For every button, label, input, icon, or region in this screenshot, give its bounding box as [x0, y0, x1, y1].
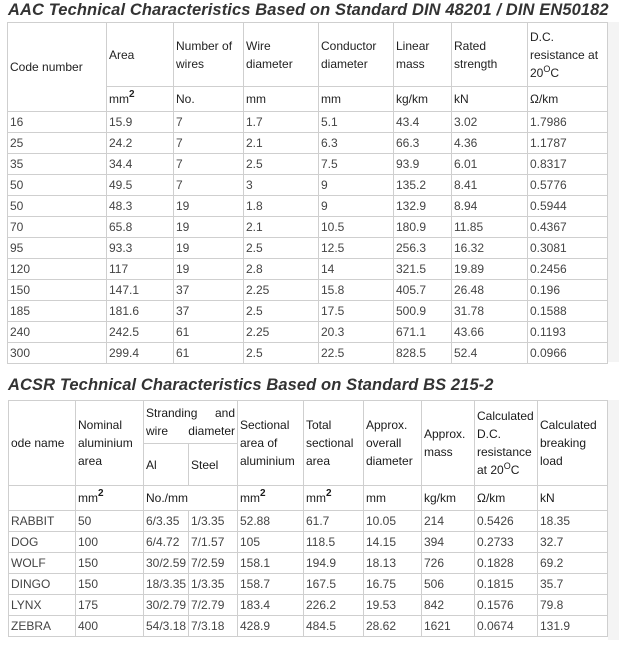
table-cell: 19.89	[452, 259, 528, 280]
table-cell: 18.13	[364, 553, 422, 574]
table-cell: 7.5	[319, 154, 394, 175]
header-linear-mass: Linear mass	[394, 23, 452, 87]
table-cell: 0.4367	[528, 217, 608, 238]
table-cell: 18.35	[538, 511, 608, 532]
table-cell: 14	[319, 259, 394, 280]
unit-text: mm	[306, 491, 326, 505]
table-cell: DOG	[9, 532, 76, 553]
table-row	[9, 595, 608, 616]
acsr-table-body	[9, 511, 608, 637]
table-cell: 4.36	[452, 133, 528, 154]
table-row	[9, 532, 608, 553]
table-cell: RABBIT	[9, 511, 76, 532]
table-cell: 52.88	[238, 511, 304, 532]
unit-text: mm	[78, 491, 98, 505]
table-cell: 93.3	[107, 238, 174, 259]
unit-sectional-al	[238, 486, 304, 511]
table-cell: DINGO	[9, 574, 76, 595]
table-cell: 100	[76, 532, 144, 553]
header-code-number: Code number	[8, 23, 107, 112]
table-cell: 185	[8, 301, 107, 322]
header-dc-resistance-label: D.C. resistance at	[530, 29, 599, 62]
table-cell: 93.9	[394, 154, 452, 175]
table-cell: 131.9	[538, 616, 608, 637]
table-cell: 12.5	[319, 238, 394, 259]
table-row	[8, 322, 608, 343]
header-stranding-al: Al	[144, 444, 189, 486]
table-cell: 19	[174, 217, 244, 238]
table-cell: LYNX	[9, 595, 76, 616]
table-cell: 15.9	[107, 112, 174, 133]
aac-table-title: AAC Technical Characteristics Based on Standard DIN 48201 / DIN EN50182	[8, 1, 609, 19]
table-cell: 0.1576	[475, 595, 538, 616]
table-cell: 405.7	[394, 280, 452, 301]
table-cell: 0.1588	[528, 301, 608, 322]
table-cell: 17.5	[319, 301, 394, 322]
table-cell: 117	[107, 259, 174, 280]
table-cell: 0.1815	[475, 574, 538, 595]
table-row	[8, 217, 608, 238]
table-cell: 5.1	[319, 112, 394, 133]
header-total-sectional-area: Total sectional area	[304, 401, 364, 486]
table-cell: 105	[238, 532, 304, 553]
table-row	[8, 259, 608, 280]
table-cell: 0.0674	[475, 616, 538, 637]
table-row	[8, 196, 608, 217]
unit-area-text: mm	[109, 92, 129, 106]
table-cell: 120	[8, 259, 107, 280]
header-approx-mass: Approx. mass	[422, 401, 475, 486]
table-cell: 0.5776	[528, 175, 608, 196]
table-cell: 400	[76, 616, 144, 637]
table-cell: 54/3.18	[144, 616, 189, 637]
table-cell: 299.4	[107, 343, 174, 364]
table-cell: 167.5	[304, 574, 364, 595]
table-cell: 37	[174, 301, 244, 322]
table-cell: 147.1	[107, 280, 174, 301]
header-stranding: Stranding and wire diameter	[144, 401, 238, 444]
table-cell: 2.8	[244, 259, 319, 280]
table-cell: 20.3	[319, 322, 394, 343]
header-area: Area	[107, 23, 174, 87]
header-breaking-load: Calculated breaking load	[538, 401, 608, 486]
unit-breaking-load: kN	[538, 486, 608, 511]
table-cell: 256.3	[394, 238, 452, 259]
table-cell: 19	[174, 196, 244, 217]
table-cell: 31.78	[452, 301, 528, 322]
table-cell: 79.8	[538, 595, 608, 616]
unit-exponent: 2	[260, 488, 266, 499]
table-cell: 226.2	[304, 595, 364, 616]
celsius-unit: C	[510, 463, 520, 477]
unit-code-empty	[9, 486, 76, 511]
table-cell: 428.9	[238, 616, 304, 637]
table-cell: 16	[8, 112, 107, 133]
header-sectional-area-aluminium: Sectional area of aluminium	[238, 401, 304, 486]
unit-text: mm	[240, 491, 260, 505]
table-cell: 10.05	[364, 511, 422, 532]
aac-table-body	[8, 112, 608, 364]
table-cell: 175	[76, 595, 144, 616]
table-cell: 118.5	[304, 532, 364, 553]
table-cell: 0.2733	[475, 532, 538, 553]
table-cell: 69.2	[538, 553, 608, 574]
table-cell: 65.8	[107, 217, 174, 238]
table-cell: 7/1.57	[189, 532, 238, 553]
table-cell: 132.9	[394, 196, 452, 217]
table-cell: 0.5426	[475, 511, 538, 532]
table-cell: 30/2.79	[144, 595, 189, 616]
celsius-unit: C	[550, 65, 560, 80]
table-cell: 6/3.35	[144, 511, 189, 532]
table-cell: 500.9	[394, 301, 452, 322]
table-cell: 150	[76, 574, 144, 595]
table-cell: 180.9	[394, 217, 452, 238]
table-cell: 30/2.59	[144, 553, 189, 574]
table-cell: 181.6	[107, 301, 174, 322]
table-cell: 135.2	[394, 175, 452, 196]
unit-dc-resistance: Ω/km	[475, 486, 538, 511]
table-cell: 2.1	[244, 133, 319, 154]
table-cell: 70	[8, 217, 107, 238]
table-row	[9, 616, 608, 637]
table-cell: 214	[422, 511, 475, 532]
table-cell: 19	[174, 238, 244, 259]
table-cell: 15.8	[319, 280, 394, 301]
table-cell: 2.5	[244, 154, 319, 175]
table-cell: 240	[8, 322, 107, 343]
table-row	[8, 343, 608, 364]
table-cell: 0.2456	[528, 259, 608, 280]
table-cell: 61	[174, 322, 244, 343]
table-cell: 7/3.18	[189, 616, 238, 637]
table-cell: 35	[8, 154, 107, 175]
table-cell: 43.4	[394, 112, 452, 133]
table-cell: 158.1	[238, 553, 304, 574]
table-cell: 34.4	[107, 154, 174, 175]
table-cell: 6.01	[452, 154, 528, 175]
unit-rated-strength: kN	[452, 87, 528, 112]
header-conductor-diameter: Conductor diameter	[319, 23, 394, 87]
table-cell: 726	[422, 553, 475, 574]
table-cell: 2.5	[244, 343, 319, 364]
table-cell: 300	[8, 343, 107, 364]
table-cell: 0.0966	[528, 343, 608, 364]
table-cell: WOLF	[9, 553, 76, 574]
right-gutter	[608, 22, 619, 362]
degree-symbol: O	[543, 63, 551, 74]
table-cell: 10.5	[319, 217, 394, 238]
table-cell: 7	[174, 112, 244, 133]
header-dc-resistance	[528, 23, 608, 87]
table-row	[9, 553, 608, 574]
table-cell: 7/2.59	[189, 553, 238, 574]
table-row	[9, 574, 608, 595]
table-cell: 52.4	[452, 343, 528, 364]
header-nominal-aluminium-area: Nominal aluminium area	[76, 401, 144, 486]
table-cell: 506	[422, 574, 475, 595]
table-cell: 2.5	[244, 301, 319, 322]
header-wire-diameter: Wire diameter	[244, 23, 319, 87]
table-cell: 61.7	[304, 511, 364, 532]
unit-exponent: 2	[98, 488, 104, 499]
table-cell: 671.1	[394, 322, 452, 343]
table-cell: 0.1828	[475, 553, 538, 574]
table-cell: 7	[174, 133, 244, 154]
table-cell: 321.5	[394, 259, 452, 280]
unit-overall-diameter: mm	[364, 486, 422, 511]
table-cell: 3	[244, 175, 319, 196]
table-cell: 828.5	[394, 343, 452, 364]
unit-mass: kg/km	[422, 486, 475, 511]
table-row	[8, 154, 608, 175]
table-cell: 2.25	[244, 280, 319, 301]
table-cell: 2.5	[244, 238, 319, 259]
table-cell: 1.7	[244, 112, 319, 133]
table-cell: 1/3.35	[189, 511, 238, 532]
header-overall-diameter: Approx. overall diameter	[364, 401, 422, 486]
table-cell: 394	[422, 532, 475, 553]
header-number-of-wires: Number of wires	[174, 23, 244, 87]
table-cell: 0.1193	[528, 322, 608, 343]
unit-linear-mass: kg/km	[394, 87, 452, 112]
unit-conductor-diameter: mm	[319, 87, 394, 112]
unit-total-sectional	[304, 486, 364, 511]
table-cell: 2.1	[244, 217, 319, 238]
table-cell: 66.3	[394, 133, 452, 154]
table-cell: 43.66	[452, 322, 528, 343]
unit-exponent: 2	[326, 488, 332, 499]
header-rated-strength: Rated strength	[452, 23, 528, 87]
table-cell: 24.2	[107, 133, 174, 154]
table-cell: 484.5	[304, 616, 364, 637]
table-cell: 3.02	[452, 112, 528, 133]
table-cell: 25	[8, 133, 107, 154]
acsr-characteristics-table	[8, 400, 608, 637]
table-cell: 194.9	[304, 553, 364, 574]
table-row	[8, 175, 608, 196]
table-cell: 14.15	[364, 532, 422, 553]
table-cell: 6/4.72	[144, 532, 189, 553]
unit-wires: No.	[174, 87, 244, 112]
table-cell: 28.62	[364, 616, 422, 637]
acsr-table-title: ACSR Technical Characteristics Based on Standard BS 215-2	[8, 376, 494, 394]
right-gutter	[608, 400, 619, 640]
table-row	[8, 280, 608, 301]
header-stranding-steel: Steel	[189, 444, 238, 486]
unit-dc-resistance: Ω/km	[528, 87, 608, 112]
table-cell: 9	[319, 196, 394, 217]
table-cell: 19	[174, 259, 244, 280]
unit-wire-diameter: mm	[244, 87, 319, 112]
table-row	[8, 112, 608, 133]
table-cell: 32.7	[538, 532, 608, 553]
table-cell: 50	[8, 196, 107, 217]
table-cell: 37	[174, 280, 244, 301]
table-cell: 0.8317	[528, 154, 608, 175]
header-dc-resistance-label: Calculated D.C. resistance at	[477, 409, 534, 477]
table-cell: 7	[174, 175, 244, 196]
header-dc-resistance-temp: 20	[530, 65, 544, 80]
header-dc-resistance-temp: 20	[490, 463, 504, 477]
table-row	[8, 133, 608, 154]
table-cell: 50	[76, 511, 144, 532]
unit-nominal-area	[76, 486, 144, 511]
table-cell: 183.4	[238, 595, 304, 616]
table-cell: 0.3081	[528, 238, 608, 259]
table-cell: 0.196	[528, 280, 608, 301]
table-cell: 2.25	[244, 322, 319, 343]
table-cell: 11.85	[452, 217, 528, 238]
table-cell: 1.8	[244, 196, 319, 217]
table-cell: 150	[8, 280, 107, 301]
table-cell: 8.41	[452, 175, 528, 196]
table-cell: ZEBRA	[9, 616, 76, 637]
table-cell: 8.94	[452, 196, 528, 217]
table-cell: 19.53	[364, 595, 422, 616]
table-cell: 1.7986	[528, 112, 608, 133]
header-dc-resistance	[475, 401, 538, 486]
table-cell: 61	[174, 343, 244, 364]
table-cell: 22.5	[319, 343, 394, 364]
table-cell: 16.75	[364, 574, 422, 595]
table-cell: 7	[174, 154, 244, 175]
degree-symbol: O	[503, 461, 511, 471]
table-cell: 1621	[422, 616, 475, 637]
aac-characteristics-table	[7, 22, 608, 364]
table-cell: 49.5	[107, 175, 174, 196]
table-cell: 150	[76, 553, 144, 574]
unit-stranding: No./mm	[144, 486, 238, 511]
unit-area	[107, 87, 174, 112]
table-cell: 35.7	[538, 574, 608, 595]
table-cell: 0.5944	[528, 196, 608, 217]
table-cell: 50	[8, 175, 107, 196]
table-cell: 7/2.79	[189, 595, 238, 616]
table-row	[9, 511, 608, 532]
table-row	[8, 238, 608, 259]
table-cell: 158.7	[238, 574, 304, 595]
table-cell: 242.5	[107, 322, 174, 343]
table-cell: 1.1787	[528, 133, 608, 154]
table-cell: 48.3	[107, 196, 174, 217]
table-row	[8, 301, 608, 322]
table-cell: 6.3	[319, 133, 394, 154]
table-cell: 842	[422, 595, 475, 616]
table-cell: 18/3.35	[144, 574, 189, 595]
table-cell: 1/3.35	[189, 574, 238, 595]
table-cell: 9	[319, 175, 394, 196]
header-code-name: ode name	[9, 401, 76, 486]
table-cell: 95	[8, 238, 107, 259]
unit-area-exponent: 2	[129, 89, 135, 100]
table-cell: 26.48	[452, 280, 528, 301]
table-cell: 16.32	[452, 238, 528, 259]
